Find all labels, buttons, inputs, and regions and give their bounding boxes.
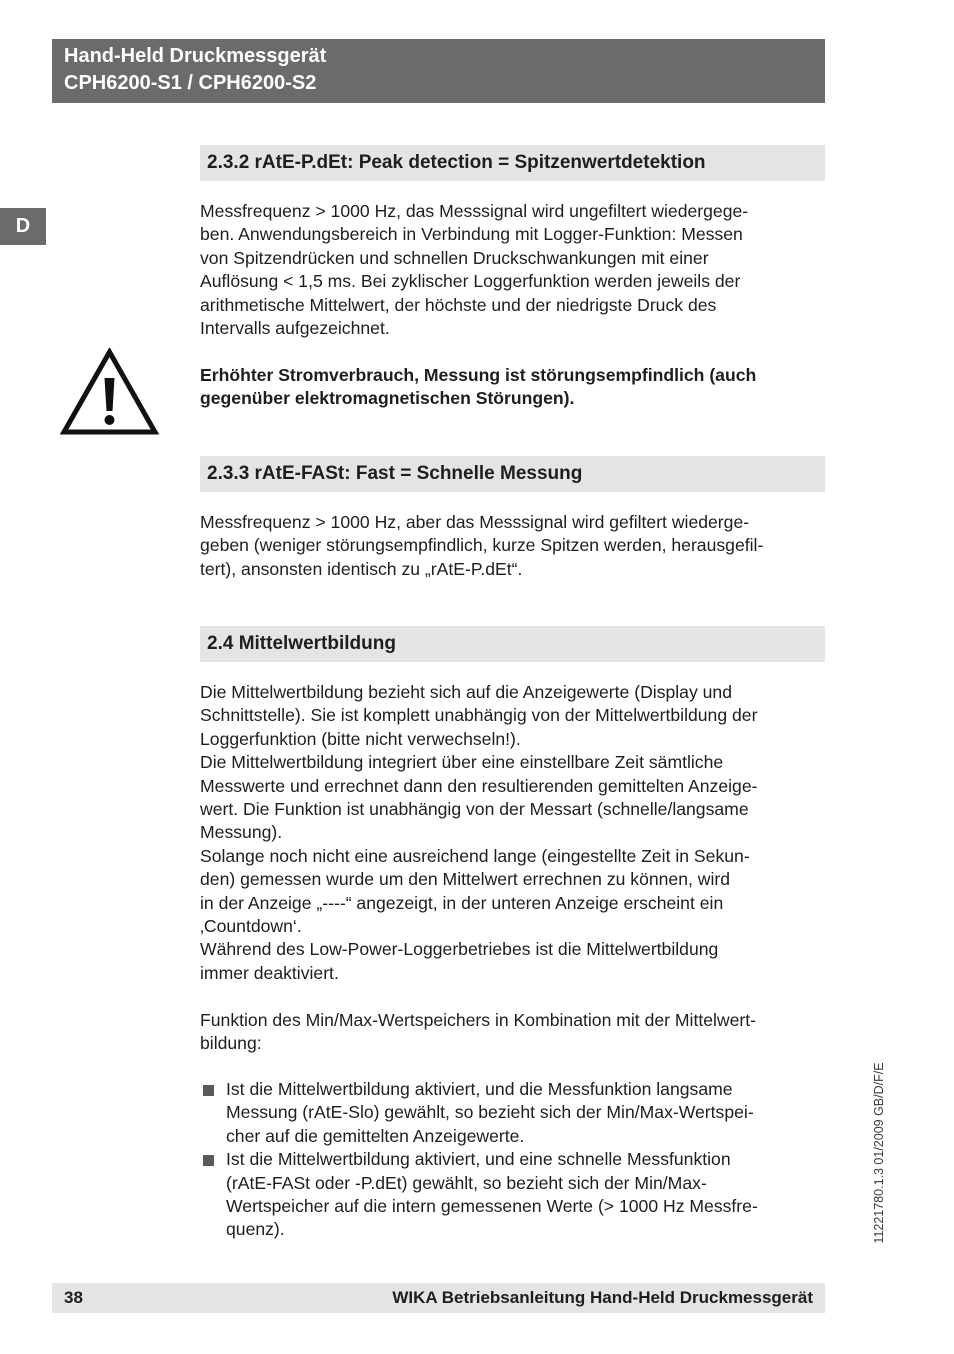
text-line: bildung: bbox=[200, 1033, 262, 1054]
section-heading-2-3-3: 2.3.3 rAtE-FASt: Fast = Schnelle Messung bbox=[200, 456, 825, 492]
text-line: geben (weniger störungsempfindlich, kurze Spitzen werden, herausgefil- bbox=[200, 535, 764, 556]
section-heading-2-4: 2.4 Mittelwertbildung bbox=[200, 626, 825, 662]
text-line: (rAtE-FASt oder -P.dEt) gewählt, so bezieht sich der Min/Max- bbox=[226, 1172, 707, 1193]
text-line: Erhöhter Stromverbrauch, Messung ist störungsempfindlich (auch bbox=[200, 365, 757, 385]
text-line: Ist die Mittelwertbildung aktiviert, und die Messfunktion langsame bbox=[226, 1079, 733, 1099]
header-title: Hand-Held Druckmessgerät bbox=[64, 45, 327, 67]
header-model: CPH6200-S1 / CPH6200-S2 bbox=[64, 72, 317, 94]
text-line: wert. Die Funktion ist unabhängig von der Messart (schnelle/langsame bbox=[200, 799, 749, 820]
bullet-list bbox=[200, 1078, 830, 1242]
document-footer bbox=[52, 1283, 825, 1313]
text-line: Schnittstelle). Sie ist komplett unabhängig von der Mittelwertbildung der bbox=[200, 705, 758, 726]
text-line: Messfrequenz > 1000 Hz, aber das Messsignal wird gefiltert wiederge- bbox=[200, 512, 750, 532]
list-item bbox=[200, 1078, 830, 1148]
text-line: Messfrequenz > 1000 Hz, das Messsignal wird ungefiltert wiedergege- bbox=[200, 201, 749, 221]
text-line: Auflösung < 1,5 ms. Bei zyklischer Loggerfunktion werden jeweils der bbox=[200, 271, 741, 292]
text-line: arithmetische Mittelwert, der höchste und der niedrigste Druck des bbox=[200, 294, 717, 315]
text-line: Wertspeicher auf die intern gemessenen Werte (> 1000 Hz Messfre- bbox=[226, 1196, 758, 1217]
document-reference-text: 11221780.1.3 01/2009 GB/D/F/E bbox=[872, 1061, 886, 1244]
text-line: Loggerfunktion (bitte nicht verwechseln!). bbox=[200, 728, 521, 749]
text-line: Während des Low-Power-Loggerbetriebes ist die Mittelwertbildung bbox=[200, 939, 719, 960]
paragraph-fast-measurement bbox=[200, 511, 830, 581]
text-line: Intervalls aufgezeichnet. bbox=[200, 318, 390, 339]
text-line: Ist die Mittelwertbildung aktiviert, und eine schnelle Messfunktion bbox=[226, 1149, 731, 1170]
text-line: ‚Countdown‘. bbox=[200, 916, 302, 937]
paragraph-minmax-intro bbox=[200, 1009, 830, 1056]
text-line: quenz). bbox=[226, 1219, 285, 1240]
text-line: Messwerte und errechnet dann den resultierenden gemittelten Anzeige- bbox=[200, 775, 758, 796]
warning-triangle-icon bbox=[60, 348, 159, 436]
text-line: gegenüber elektromagnetischen Störungen). bbox=[200, 388, 575, 409]
paragraph-peak-detection bbox=[200, 200, 830, 340]
document-reference-note bbox=[870, 1046, 888, 1259]
text-line: Die Mittelwertbildung integriert über eine einstellbare Zeit sämtliche bbox=[200, 752, 724, 773]
text-line: Messung (rAtE-Slo) gewählt, so bezieht sich der Min/Max-Wertspei- bbox=[226, 1102, 754, 1123]
text-line: Die Mittelwertbildung bezieht sich auf die Anzeigewerte (Display und bbox=[200, 682, 733, 702]
text-line: immer deaktiviert. bbox=[200, 962, 339, 983]
square-bullet-icon bbox=[203, 1085, 214, 1096]
text-line: von Spitzendrücken und schnellen Druckschwankungen mit einer bbox=[200, 247, 709, 268]
warning-text bbox=[200, 364, 830, 411]
square-bullet-icon bbox=[203, 1155, 214, 1166]
text-line: ben. Anwendungsbereich in Verbindung mit Logger-Funktion: Messen bbox=[200, 224, 743, 245]
page-number: 38 bbox=[64, 1288, 83, 1307]
section-heading-2-3-2: 2.3.2 rAtE-P.dEt: Peak detection = Spitzenwertdetektion bbox=[200, 145, 825, 181]
text-line: cher auf die gemittelten Anzeigewerte. bbox=[226, 1125, 525, 1146]
footer-title: WIKA Betriebsanleitung Hand-Held Druckmessgerät bbox=[392, 1288, 813, 1307]
text-line: in der Anzeige „----“ angezeigt, in der unteren Anzeige erscheint ein bbox=[200, 892, 724, 913]
text-line: Messung). bbox=[200, 822, 283, 843]
text-line: Funktion des Min/Max-Wertspeichers in Kombination mit der Mittelwert- bbox=[200, 1010, 757, 1030]
language-tab: D bbox=[0, 208, 46, 245]
text-line: den) gemessen wurde um den Mittelwert errechnen zu können, wird bbox=[200, 869, 731, 890]
text-line: tert), ansonsten identisch zu „rAtE-P.dEt“. bbox=[200, 558, 523, 579]
document-header bbox=[52, 39, 825, 103]
text-line: Solange noch nicht eine ausreichend lange (eingestellte Zeit in Sekun- bbox=[200, 845, 750, 866]
paragraph-averaging bbox=[200, 681, 830, 985]
list-item bbox=[200, 1148, 830, 1242]
